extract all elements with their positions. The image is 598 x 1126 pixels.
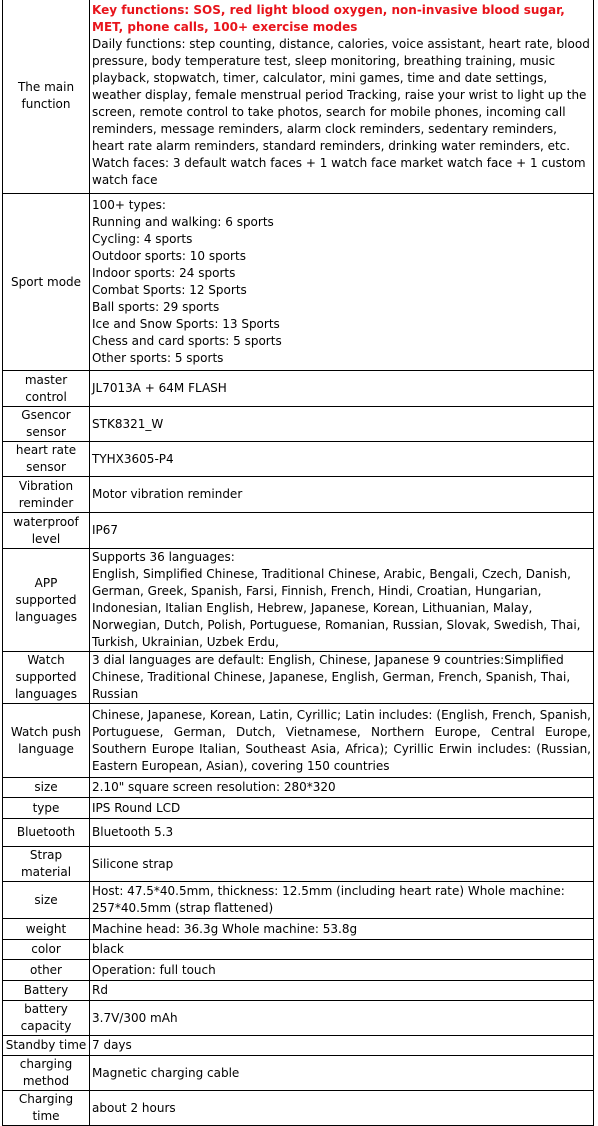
spec-value	[90, 847, 594, 882]
spec-value	[90, 513, 594, 549]
spec-value-line: Bluetooth 5.3	[92, 825, 174, 839]
spec-value-line: English, Simplified Chinese, Traditional Chinese, Arabic, Bengali, Czech, Danish, German, Greek, Spanish, Farsi, Finnish, French, Hindi, Croatian, Hungarian, Indonesian, Italian English, Hebrew, Japanese, Korean, Lithuanian, Malay, Norwegian, Dutch, Polish, Portuguese, Romanian, Russian, Slovak, Swedish, Thai, Turkish, Ukrainian, Uzbek Erdu,	[92, 567, 581, 649]
spec-value-line: 3.7V/300 mAh	[92, 1010, 178, 1025]
spec-label: size	[3, 778, 90, 798]
spec-value-line: Daily functions: step counting, distance, calories, voice assistant, heart rate, blood pressure, body temperature test, sleep monitoring, breathing training, music playback, stopwatch, timer, calculator, mini games, time and date settings, weather display, female menstrual period Tracking, raise your wrist to light up the screen, remote control to take photos, search for mobile phones, incoming call reminders, message reminders, alarm clock reminders, sedentary reminders, heart rate alarm reminders, standard reminders, drinking water reminders, etc.	[92, 37, 590, 153]
spec-value	[90, 407, 594, 442]
spec-row	[3, 1036, 594, 1056]
spec-value-line: JL7013A + 64M FLASH	[92, 381, 227, 395]
spec-label: master control	[3, 371, 90, 407]
spec-row	[3, 0, 594, 194]
spec-value	[90, 371, 594, 407]
spec-label: Strap material	[3, 847, 90, 882]
spec-value-line: Magnetic charging cable	[92, 1065, 240, 1080]
spec-label: type	[3, 798, 90, 819]
spec-label: waterproof level	[3, 513, 90, 549]
spec-value	[90, 778, 594, 798]
spec-label: Standby time	[3, 1036, 90, 1056]
spec-value	[90, 819, 594, 847]
spec-value-line: IP67	[92, 523, 119, 537]
spec-value-line: Machine head: 36.3g Whole machine: 53.8g	[92, 921, 358, 936]
spec-row	[3, 882, 594, 919]
spec-value-line: 7 days	[92, 1038, 132, 1052]
spec-row	[3, 477, 594, 513]
spec-value	[90, 940, 594, 960]
key-functions-text: Key functions: SOS, red light blood oxygen, non-invasive blood sugar, MET, phone calls, 100+ exercise modes	[92, 3, 565, 34]
spec-value-line: about 2 hours	[92, 1100, 176, 1115]
spec-value	[90, 704, 594, 778]
spec-value	[90, 981, 594, 1001]
spec-label: weight	[3, 919, 90, 940]
spec-value-line: STK8321_W	[92, 416, 164, 431]
spec-value	[90, 798, 594, 819]
spec-value-line: Ice and Snow Sports: 13 Sports	[92, 317, 280, 331]
spec-label: APP supported languages	[3, 549, 90, 652]
spec-row	[3, 1056, 594, 1091]
spec-value	[90, 919, 594, 940]
spec-label: heart rate sensor	[3, 442, 90, 477]
spec-row	[3, 919, 594, 940]
spec-row	[3, 704, 594, 778]
spec-label: The main function	[3, 0, 90, 194]
spec-label: Vibration reminder	[3, 477, 90, 513]
spec-label: Watch supported languages	[3, 652, 90, 704]
spec-label: color	[3, 940, 90, 960]
spec-value-line: Silicone strap	[92, 856, 174, 871]
spec-row	[3, 549, 594, 652]
spec-row	[3, 981, 594, 1001]
spec-value-line: Combat Sports: 12 Sports	[92, 283, 247, 297]
spec-value-line: Operation: full touch	[92, 962, 216, 977]
spec-value-line: Running and walking: 6 sports	[92, 215, 274, 229]
spec-value-line: Chess and card sports: 5 sports	[92, 334, 282, 348]
spec-value	[90, 652, 594, 704]
spec-label: Charging time	[3, 1091, 90, 1126]
spec-value	[90, 0, 594, 194]
spec-label: charging method	[3, 1056, 90, 1091]
spec-value	[90, 1056, 594, 1091]
spec-value-line: Host: 47.5*40.5mm, thickness: 12.5mm (including heart rate) Whole machine: 257*40.5mm (strap flattened)	[92, 884, 565, 915]
spec-row	[3, 798, 594, 819]
spec-label: Bluetooth	[3, 819, 90, 847]
spec-value	[90, 1001, 594, 1036]
spec-row	[3, 847, 594, 882]
spec-value-line: IPS Round LCD	[92, 800, 181, 815]
spec-value-line: black	[92, 942, 124, 956]
spec-value-line: 100+ types:	[92, 198, 166, 212]
spec-row	[3, 442, 594, 477]
spec-value-line: TYHX3605-P4	[92, 451, 174, 466]
spec-row	[3, 1001, 594, 1036]
spec-label: Gsencor sensor	[3, 407, 90, 442]
spec-row	[3, 194, 594, 371]
spec-value-line: 3 dial languages are default: English, Chinese, Japanese 9 countries:Simplified Chinese, Traditional Chinese, Japanese, English, German, French, Spanish, Thai, Russian	[92, 653, 571, 701]
spec-value	[90, 477, 594, 513]
spec-value	[90, 960, 594, 981]
spec-table-body	[3, 0, 594, 1126]
spec-row	[3, 652, 594, 704]
spec-value	[90, 1036, 594, 1056]
spec-value-line: Outdoor sports: 10 sports	[92, 249, 246, 263]
spec-label: size	[3, 882, 90, 919]
spec-value-line: Ball sports: 29 sports	[92, 300, 220, 314]
spec-table	[2, 0, 594, 1126]
spec-row	[3, 778, 594, 798]
spec-label: battery capacity	[3, 1001, 90, 1036]
spec-value	[90, 1091, 594, 1126]
spec-row	[3, 960, 594, 981]
spec-value	[90, 442, 594, 477]
spec-label: other	[3, 960, 90, 981]
spec-value-line: Chinese, Japanese, Korean, Latin, Cyrillic; Latin includes: (English, French, Spanish, Portuguese, German, Dutch, Vietnamese, Northern Europe, Central Europe, Southern Europe Italian, Southeast Asia, Africa); Cyrillic Erwin includes: (Russian, Eastern European, Asian), covering 150 countries	[92, 707, 591, 773]
spec-value-line: Rd	[92, 983, 108, 997]
spec-value-line: Cycling: 4 sports	[92, 232, 193, 246]
spec-value	[90, 882, 594, 919]
spec-value-line: Supports 36 languages:	[92, 550, 235, 564]
spec-label: Watch push language	[3, 704, 90, 778]
spec-value-line: Indoor sports: 24 sports	[92, 266, 236, 280]
spec-row	[3, 407, 594, 442]
spec-value-line: Watch faces: 3 default watch faces + 1 watch face market watch face + 1 custom watch face	[92, 156, 586, 187]
spec-label: Battery	[3, 981, 90, 1001]
spec-row	[3, 940, 594, 960]
spec-value-line: Other sports: 5 sports	[92, 351, 224, 365]
spec-value-line: 2.10" square screen resolution: 280*320	[92, 780, 336, 794]
spec-value	[90, 194, 594, 371]
spec-row	[3, 513, 594, 549]
spec-row	[3, 819, 594, 847]
spec-value	[90, 549, 594, 652]
spec-row	[3, 371, 594, 407]
spec-row	[3, 1091, 594, 1126]
spec-value-line: Motor vibration reminder	[92, 487, 243, 501]
spec-label: Sport mode	[3, 194, 90, 371]
